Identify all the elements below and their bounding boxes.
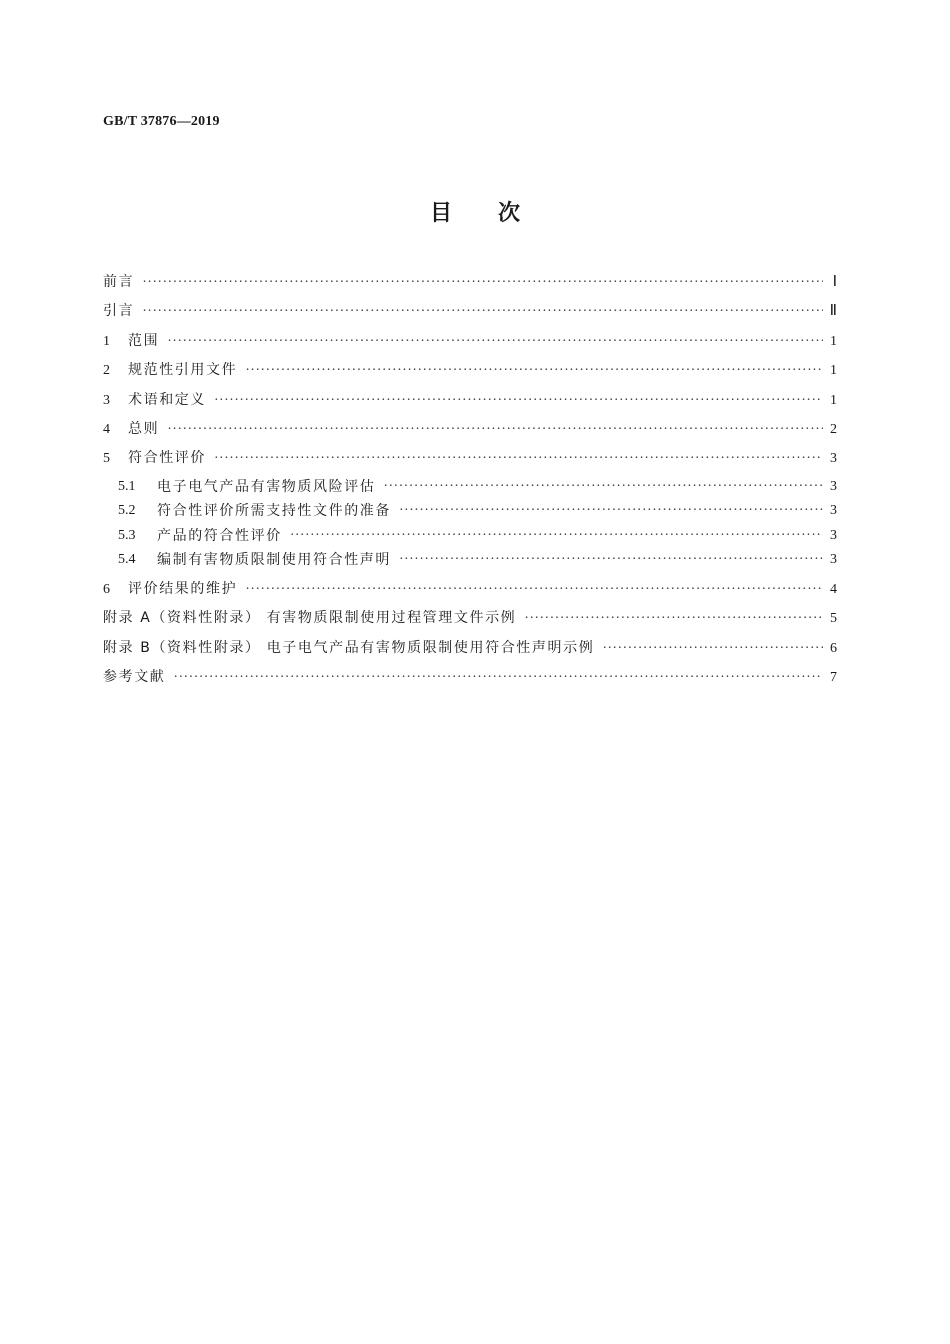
toc-entry-page: Ⅱ [829,303,837,320]
toc-subentry-5-2[interactable] [103,499,837,524]
toc-entry-page: 6 [830,640,837,656]
toc-entry-number: 5.4 [118,552,136,568]
toc-leader-dots [245,356,823,385]
toc-entry-label: 附录 B（资料性附录） 电子电气产品有害物质限制使用符合性声明示例 [103,639,595,656]
toc-entry-label: 规范性引用文件 [128,362,238,379]
toc-leader-dots [142,297,823,326]
toc-leader-dots [173,663,823,692]
toc-leader-dots [214,386,823,415]
toc-entry-page: 3 [830,478,837,494]
table-of-contents [103,268,837,692]
toc-entry-foreword[interactable] [103,268,837,297]
toc-entry-label: 总则 [128,420,160,437]
toc-entry-page: 3 [830,527,837,543]
toc-entry-number: 5.2 [118,503,136,519]
toc-entry-label: 符合性评价 [128,450,206,467]
toc-leader-dots [167,327,823,356]
toc-entry-number: 2 [103,363,110,379]
toc-entry-terms-definitions[interactable] [103,386,837,415]
toc-entry-number: 4 [103,421,110,437]
toc-leader-dots [602,634,823,663]
toc-entry-label: 前言 [103,273,135,290]
toc-leader-dots [399,548,823,573]
toc-entry-page: 1 [830,392,837,408]
toc-leader-dots [245,575,823,604]
toc-entry-label: 评价结果的维护 [128,580,238,597]
toc-entry-number: 5 [103,451,110,467]
toc-entry-label: 术语和定义 [128,391,206,408]
toc-entry-number: 6 [103,581,110,597]
toc-entry-label: 参考文献 [103,668,166,685]
toc-leader-dots [214,444,823,473]
toc-entry-bibliography[interactable] [103,663,837,692]
toc-entry-annex-a[interactable] [103,604,837,633]
toc-subentry-5-4[interactable] [103,548,837,573]
toc-leader-dots [142,268,823,297]
toc-entry-page: 3 [830,451,837,467]
toc-subentry-5-1[interactable] [103,475,837,500]
toc-entry-page: 5 [830,611,837,627]
toc-entry-page: 1 [830,333,837,349]
toc-subentry-5-3[interactable] [103,524,837,549]
toc-leader-dots [524,604,823,633]
toc-entry-annex-b[interactable] [103,634,837,663]
toc-entry-normative-references[interactable] [103,356,837,385]
toc-leader-dots [399,499,823,524]
toc-entry-general[interactable] [103,415,837,444]
toc-entry-number: 3 [103,392,110,408]
toc-entry-page: Ⅰ [832,273,837,290]
toc-entry-page: 1 [830,363,837,379]
toc-entry-page: 3 [830,503,837,519]
toc-entry-introduction[interactable] [103,297,837,326]
page-title: 目次 [429,201,566,226]
toc-entry-conformity-assessment[interactable] [103,444,837,473]
toc-entry-label: 范围 [128,332,160,349]
toc-entry-label: 编制有害物质限制使用符合性声明 [157,552,391,569]
toc-entry-number: 1 [103,333,110,349]
toc-entry-page: 4 [830,581,837,597]
toc-entry-label: 产品的符合性评价 [157,527,282,544]
toc-entry-page: 2 [830,421,837,437]
toc-entry-number: 5.1 [118,478,136,494]
toc-entry-label: 电子电气产品有害物质风险评估 [157,478,376,495]
toc-leader-dots [290,524,823,549]
toc-entry-maintenance[interactable] [103,575,837,604]
toc-entry-label: 符合性评价所需支持性文件的准备 [157,503,391,520]
toc-entry-page: 7 [830,669,837,685]
toc-entry-label: 附录 A（资料性附录） 有害物质限制使用过程管理文件示例 [103,610,517,627]
toc-entry-scope[interactable] [103,327,837,356]
toc-leader-dots [383,475,823,500]
toc-entry-label: 引言 [103,303,135,320]
document-code: GB/T 37876—2019 [103,114,220,129]
toc-leader-dots [167,415,823,444]
toc-entry-number: 5.3 [118,527,136,543]
toc-entry-page: 3 [830,552,837,568]
